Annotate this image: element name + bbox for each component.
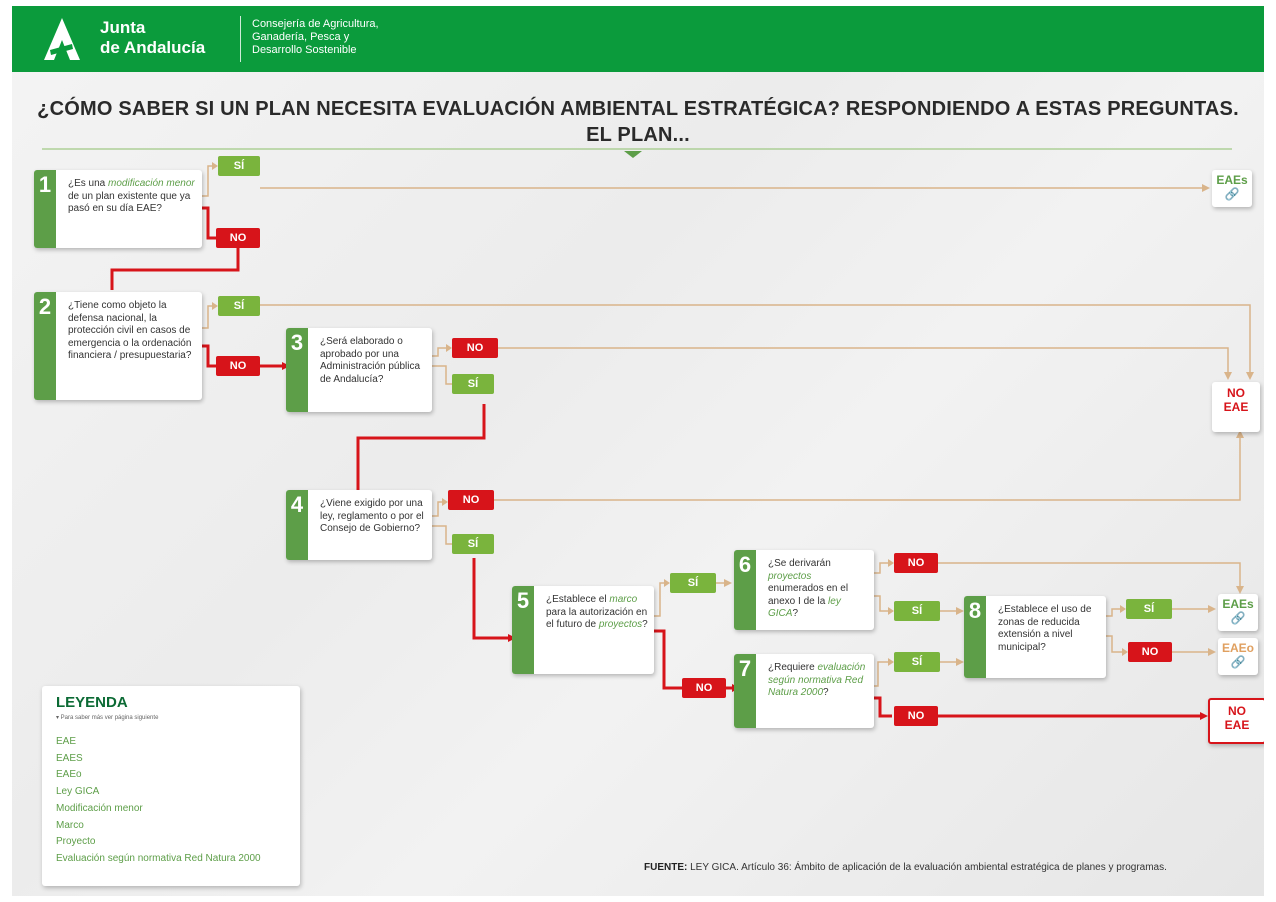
legend-item[interactable]: Evaluación según normativa Red Natura 2000 — [56, 852, 261, 864]
glossary-term[interactable]: evaluación según normativa Red Natura 2000 — [768, 662, 866, 698]
question-1 — [34, 170, 202, 248]
answer-no-q2: NO — [216, 356, 260, 376]
question-3 — [286, 328, 432, 412]
answer-si-q3: SÍ — [452, 374, 494, 394]
page-title: ¿CÓMO SABER SI UN PLAN NECESITA EVALUACIÓN AMBIENTAL ESTRATÉGICA? RESPONDIENDO A ESTAS PREGUNTAS. — [37, 98, 1239, 120]
question-number: 8 — [964, 596, 986, 678]
question-text — [768, 558, 868, 621]
result-label: EAEs — [1222, 597, 1254, 611]
legend-item[interactable]: Modificación menor — [56, 802, 143, 814]
answer-si-q2: SÍ — [218, 296, 260, 316]
question-text-part: ¿Es una — [68, 178, 109, 189]
result-label-line1: NO — [1228, 704, 1246, 718]
question-text-part: para la autorización en el futuro de — [546, 606, 648, 630]
result-label-line2: EAE — [1223, 400, 1249, 414]
question-5 — [512, 586, 654, 674]
legend-item[interactable]: EAES — [56, 752, 83, 764]
legend-item[interactable]: Proyecto — [56, 836, 96, 848]
logo-line1: Junta — [100, 18, 146, 37]
glossary-term[interactable]: marco — [609, 594, 638, 605]
question-text-part: ¿Se derivarán — [768, 558, 831, 569]
question-text-part: ¿Establece el — [546, 594, 610, 605]
flowchart-poster — [12, 6, 1264, 896]
link-icon[interactable]: 🔗 — [1224, 187, 1240, 201]
glossary-term[interactable]: proyectos — [768, 570, 812, 582]
question-text — [768, 662, 868, 700]
question-number: 7 — [734, 654, 756, 728]
question-number: 4 — [286, 490, 308, 560]
question-number: 2 — [34, 292, 56, 400]
legend-hint: ▾ Para saber más ver página siguiente — [56, 715, 159, 721]
glossary-term[interactable]: modificación menor — [108, 178, 195, 189]
page-subtitle: EL PLAN... — [586, 124, 690, 146]
link-icon[interactable]: 🔗 — [1230, 655, 1246, 669]
question-text-part: ? — [823, 687, 829, 698]
legend-item[interactable]: EAE — [56, 736, 77, 747]
dept-line2: Ganadería, Pesca y — [252, 31, 350, 43]
answer-si-q5: SÍ — [670, 573, 716, 593]
result-label-line1: NO — [1227, 386, 1245, 400]
legend-panel — [42, 686, 300, 886]
question-text — [546, 594, 648, 632]
answer-no-q5: NO — [682, 678, 726, 698]
result-eaeo[interactable] — [1218, 638, 1258, 675]
question-6 — [734, 550, 874, 630]
answer-no-q1: NO — [216, 228, 260, 248]
question-text-part: ? — [792, 608, 799, 619]
question-number: 3 — [286, 328, 308, 412]
result-eaes-1[interactable] — [1212, 170, 1252, 207]
question-text-part: enumerados en el anexo I de la — [768, 583, 849, 607]
result-label-line2: EAE — [1224, 718, 1250, 732]
answer-no-q3: NO — [452, 338, 498, 358]
question-text-part: ¿Requiere — [768, 662, 818, 673]
link-icon[interactable]: 🔗 — [1230, 611, 1246, 625]
question-text-part: ? — [642, 619, 648, 630]
question-text-part: de un plan existente que ya pasó en su día EAE? — [68, 190, 191, 214]
legend-item[interactable]: Marco — [56, 819, 84, 831]
question-text: ¿Establece el uso de zonas de reducida extensión a nivel municipal? — [998, 604, 1092, 653]
question-number: 1 — [34, 170, 56, 248]
source-label: FUENTE: — [644, 862, 688, 873]
logo-line2: de Andalucía — [100, 38, 206, 57]
result-eaes-2[interactable] — [1218, 594, 1258, 631]
answer-no-q6: NO — [894, 553, 938, 573]
result-no-eae-1 — [1212, 382, 1260, 432]
answer-si-q1: SÍ — [218, 156, 260, 176]
result-label: EAEo — [1221, 641, 1254, 655]
question-7 — [734, 654, 874, 728]
question-text — [68, 178, 196, 216]
question-8 — [964, 596, 1106, 678]
question-number: 5 — [512, 586, 534, 674]
legend-item[interactable]: EAEo — [56, 769, 82, 781]
question-4 — [286, 490, 432, 560]
result-no-eae-2 — [1208, 698, 1264, 744]
question-number: 6 — [734, 550, 756, 630]
answer-si-q6: SÍ — [894, 601, 940, 621]
source-note — [644, 862, 1167, 873]
answer-no-q4: NO — [448, 490, 494, 510]
glossary-term[interactable]: ley GICA — [768, 595, 841, 619]
answer-si-q7: SÍ — [894, 652, 940, 672]
question-text: ¿Será elaborado o aprobado por una Administración pública de Andalucía? — [320, 336, 421, 385]
legend-title: LEYENDA — [56, 694, 128, 711]
legend-item[interactable]: Ley GICA — [56, 786, 100, 798]
legend-list — [56, 734, 261, 868]
question-text: ¿Tiene como objeto la defensa nacional, la protección civil en casos de emergencia o la ordenación financiera / presupuestaria? — [68, 300, 192, 361]
answer-si-q8: SÍ — [1126, 599, 1172, 619]
result-label: EAEs — [1216, 173, 1248, 187]
answer-si-q4: SÍ — [452, 534, 494, 554]
question-text: ¿Viene exigido por una ley, reglamento o por el Consejo de Gobierno? — [320, 498, 424, 534]
source-text: LEY GICA. Artículo 36: Ámbito de aplicación de la evaluación ambiental estratégica de planes y programas. — [687, 862, 1167, 873]
glossary-term[interactable]: proyectos — [598, 619, 643, 630]
dept-line3: Desarrollo Sostenible — [252, 44, 357, 56]
answer-no-q8: NO — [1128, 642, 1172, 662]
answer-no-q7: NO — [894, 706, 938, 726]
question-2 — [34, 292, 202, 400]
dept-line1: Consejería de Agricultura, — [252, 18, 379, 30]
title-pointer-icon — [624, 151, 642, 158]
